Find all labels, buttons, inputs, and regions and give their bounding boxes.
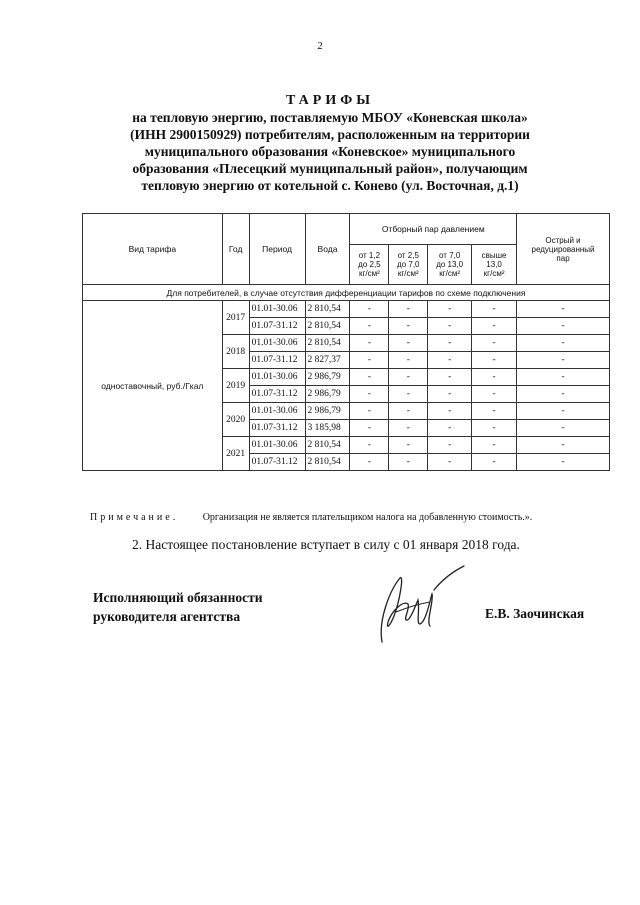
- empty-value-cell: -: [517, 369, 610, 386]
- water-cell: 2 986,79: [305, 386, 350, 403]
- effective-date-paragraph: 2. Настоящее постановление вступает в силу с 01 января 2018 года.: [132, 537, 520, 552]
- empty-value-cell: -: [428, 420, 472, 437]
- period-cell: 01.07-31.12: [249, 386, 305, 403]
- header-line: пар: [556, 253, 570, 263]
- period-cell: 01.01-30.06: [249, 369, 305, 386]
- empty-value-cell: -: [428, 352, 472, 369]
- header-line: до 2,5: [358, 260, 381, 269]
- water-cell: 2 986,79: [305, 403, 350, 420]
- water-cell: 2 810,54: [305, 301, 350, 318]
- empty-value-cell: -: [389, 301, 428, 318]
- empty-value-cell: -: [472, 318, 517, 335]
- period-cell: 01.01-30.06: [249, 403, 305, 420]
- header-line: до 7,0: [397, 260, 420, 269]
- period-cell: 01.07-31.12: [249, 352, 305, 369]
- note-text: Организация не является плательщиком налога на добавленную стоимость.».: [202, 512, 533, 523]
- period-cell: 01.01-30.06: [249, 335, 305, 352]
- empty-value-cell: -: [350, 386, 389, 403]
- water-cell: 2 827,37: [305, 352, 350, 369]
- period-cell: 01.01-30.06: [249, 301, 305, 318]
- header-steam-3: [428, 245, 472, 285]
- empty-value-cell: -: [517, 335, 610, 352]
- header-line: свыше: [481, 251, 507, 260]
- header-steam-group: Отборный пар давлением: [350, 214, 517, 245]
- signatory-name: Е.В. Заочинская: [485, 606, 585, 621]
- note-label: Примечание.: [90, 512, 179, 523]
- empty-value-cell: -: [350, 352, 389, 369]
- title-line: образования «Плесецкий муниципальный район», получающим: [132, 161, 528, 176]
- empty-value-cell: -: [350, 454, 389, 471]
- empty-value-cell: -: [517, 352, 610, 369]
- empty-value-cell: -: [517, 386, 610, 403]
- water-cell: 2 986,79: [305, 369, 350, 386]
- title-line: тепловую энергию от котельной с. Конево (ул. Восточная, д.1): [141, 178, 519, 193]
- empty-value-cell: -: [472, 369, 517, 386]
- tariff-type-cell: одноставочный, руб./Гкал: [83, 301, 223, 471]
- empty-value-cell: -: [350, 403, 389, 420]
- position-line: Исполняющий обязанности: [93, 590, 263, 605]
- table-group-title: Для потребителей, в случае отсутствия дифференциации тарифов по схеме подключения: [83, 285, 610, 301]
- header-period: Период: [249, 214, 305, 285]
- note: [90, 512, 610, 523]
- position-line: руководителя агентства: [93, 609, 241, 624]
- year-cell: 2021: [222, 437, 249, 471]
- table-row: [83, 301, 610, 318]
- title-line: на тепловую энергию, поставляемую МБОУ «Коневская школа»: [132, 110, 528, 125]
- empty-value-cell: -: [517, 318, 610, 335]
- empty-value-cell: -: [350, 301, 389, 318]
- empty-value-cell: -: [428, 335, 472, 352]
- empty-value-cell: -: [517, 301, 610, 318]
- empty-value-cell: -: [428, 403, 472, 420]
- empty-value-cell: -: [389, 454, 428, 471]
- empty-value-cell: -: [428, 301, 472, 318]
- empty-value-cell: -: [389, 386, 428, 403]
- header-line: от 2,5: [397, 251, 419, 260]
- empty-value-cell: -: [472, 403, 517, 420]
- tariff-table: [82, 213, 610, 471]
- header-line: кг/см²: [358, 269, 380, 278]
- header-steam-4: [472, 245, 517, 285]
- header-water: Вода: [305, 214, 350, 285]
- empty-value-cell: -: [350, 318, 389, 335]
- header-line: до 13,0: [436, 260, 464, 269]
- water-cell: 2 810,54: [305, 437, 350, 454]
- title-line: (ИНН 2900150929) потребителям, расположенным на территории: [130, 127, 530, 142]
- empty-value-cell: -: [472, 386, 517, 403]
- header-line: от 7,0: [439, 251, 461, 260]
- year-cell: 2020: [222, 403, 249, 437]
- period-cell: 01.07-31.12: [249, 318, 305, 335]
- header-sharp-steam: [517, 214, 610, 285]
- empty-value-cell: -: [350, 437, 389, 454]
- empty-value-cell: -: [389, 420, 428, 437]
- header-line: редуцированный: [531, 244, 595, 254]
- empty-value-cell: -: [389, 403, 428, 420]
- header-steam-1: [350, 245, 389, 285]
- empty-value-cell: -: [350, 420, 389, 437]
- empty-value-cell: -: [428, 386, 472, 403]
- page-number: 2: [317, 40, 323, 52]
- document-title: [80, 92, 580, 194]
- period-cell: 01.01-30.06: [249, 437, 305, 454]
- water-cell: 3 185,98: [305, 420, 350, 437]
- empty-value-cell: -: [472, 352, 517, 369]
- empty-value-cell: -: [389, 335, 428, 352]
- empty-value-cell: -: [350, 335, 389, 352]
- empty-value-cell: -: [428, 369, 472, 386]
- header-line: 13,0: [486, 260, 502, 269]
- empty-value-cell: -: [428, 437, 472, 454]
- empty-value-cell: -: [428, 454, 472, 471]
- empty-value-cell: -: [517, 420, 610, 437]
- empty-value-cell: -: [472, 437, 517, 454]
- water-cell: 2 810,54: [305, 454, 350, 471]
- empty-value-cell: -: [389, 437, 428, 454]
- header-line: кг/см²: [397, 269, 419, 278]
- empty-value-cell: -: [389, 369, 428, 386]
- handwritten-signature: [360, 560, 470, 650]
- empty-value-cell: -: [472, 301, 517, 318]
- header-steam-2: [389, 245, 428, 285]
- empty-value-cell: -: [472, 454, 517, 471]
- header-line: Острый и: [545, 235, 581, 245]
- period-cell: 01.07-31.12: [249, 420, 305, 437]
- title-main: ТАРИФЫ: [286, 93, 374, 108]
- header-tariff-type: Вид тарифа: [83, 214, 223, 285]
- header-line: кг/см²: [439, 269, 461, 278]
- empty-value-cell: -: [472, 335, 517, 352]
- empty-value-cell: -: [350, 369, 389, 386]
- empty-value-cell: -: [389, 318, 428, 335]
- header-year: Год: [222, 214, 249, 285]
- period-cell: 01.07-31.12: [249, 454, 305, 471]
- year-cell: 2017: [222, 301, 249, 335]
- year-cell: 2019: [222, 369, 249, 403]
- water-cell: 2 810,54: [305, 318, 350, 335]
- year-cell: 2018: [222, 335, 249, 369]
- empty-value-cell: -: [472, 420, 517, 437]
- signatory-position: [93, 588, 263, 626]
- empty-value-cell: -: [428, 318, 472, 335]
- water-cell: 2 810,54: [305, 335, 350, 352]
- header-line: кг/см²: [483, 269, 505, 278]
- empty-value-cell: -: [517, 454, 610, 471]
- empty-value-cell: -: [517, 403, 610, 420]
- empty-value-cell: -: [389, 352, 428, 369]
- title-line: муниципального образования «Коневское» муниципального: [144, 144, 516, 159]
- header-line: от 1,2: [358, 251, 381, 260]
- empty-value-cell: -: [517, 437, 610, 454]
